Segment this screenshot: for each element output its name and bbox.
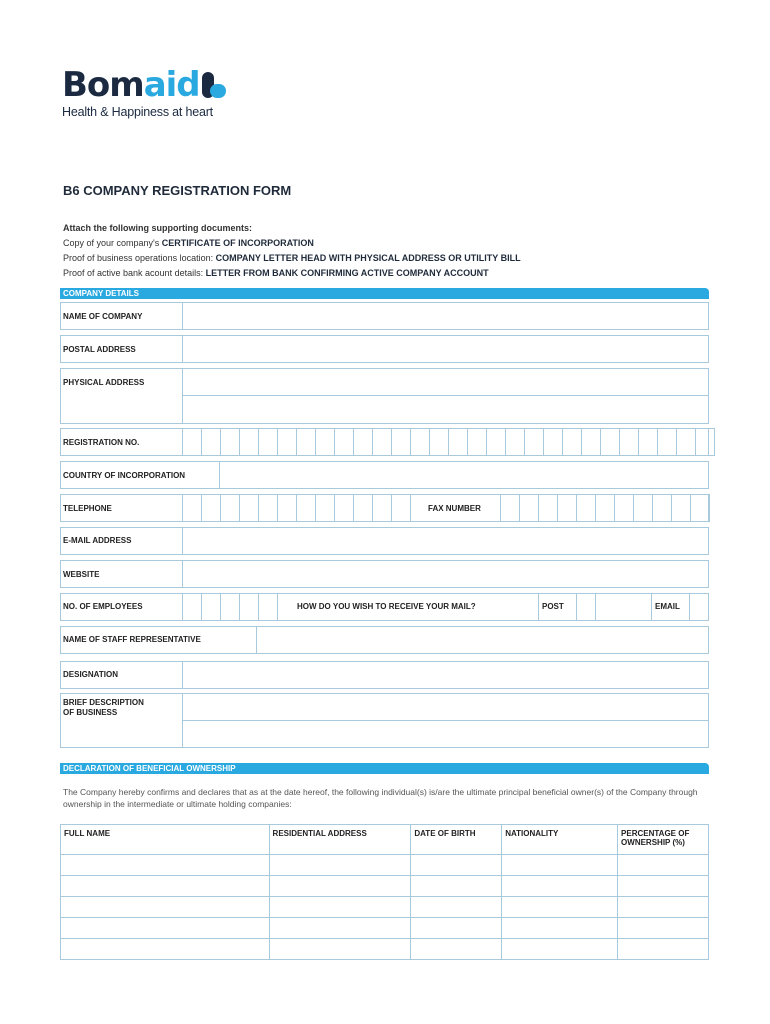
cell-percentage[interactable] xyxy=(618,939,709,960)
attachments-heading: Attach the following supporting documents: xyxy=(63,223,252,233)
fax-number-char-cell[interactable] xyxy=(690,494,710,522)
cell-date-of-birth[interactable] xyxy=(411,918,502,939)
registration-no-char-cell[interactable] xyxy=(296,428,316,456)
ownership-header-row xyxy=(61,825,709,855)
telephone-char-cell[interactable] xyxy=(315,494,335,522)
registration-no-char-cell[interactable] xyxy=(334,428,354,456)
label-mail-email: EMAIL xyxy=(655,602,680,611)
fax-number-char-cell[interactable] xyxy=(519,494,539,522)
registration-no-char-cell[interactable] xyxy=(315,428,335,456)
cell-nationality[interactable] xyxy=(502,897,618,918)
telephone-char-cell[interactable] xyxy=(239,494,259,522)
name-of-company-field[interactable] xyxy=(182,302,709,330)
registration-no-char-cell[interactable] xyxy=(258,428,278,456)
cell-full-name[interactable] xyxy=(61,939,270,960)
col-percentage-ownership: PERCENTAGE OF OWNERSHIP (%) xyxy=(618,825,709,855)
label-registration-no: REGISTRATION NO. xyxy=(63,438,140,447)
mail-email-checkbox[interactable] xyxy=(689,593,709,621)
table-row xyxy=(61,855,709,876)
cell-percentage[interactable] xyxy=(618,855,709,876)
postal-address-field[interactable] xyxy=(182,335,709,363)
cell-residential-address[interactable] xyxy=(269,855,411,876)
no-of-employees-char-cell[interactable] xyxy=(201,593,221,621)
attachment-prefix: Proof of active bank acount details: xyxy=(63,268,206,278)
cell-percentage[interactable] xyxy=(618,876,709,897)
telephone-char-cell[interactable] xyxy=(391,494,411,522)
brand-logo xyxy=(62,65,262,120)
col-nationality: NATIONALITY xyxy=(502,825,618,855)
attachment-prefix: Copy of your company's xyxy=(63,238,162,248)
registration-no-char-cell[interactable] xyxy=(182,428,202,456)
col-residential-address: RESIDENTIAL ADDRESS xyxy=(269,825,411,855)
form-title: B6 COMPANY REGISTRATION FORM xyxy=(63,183,292,198)
cell-residential-address[interactable] xyxy=(269,918,411,939)
brand-tagline: Health & Happiness at heart xyxy=(62,105,213,119)
registration-no-char-cell[interactable] xyxy=(277,428,297,456)
table-row xyxy=(61,918,709,939)
cell-residential-address[interactable] xyxy=(269,939,411,960)
attachment-doc: LETTER FROM BANK CONFIRMING ACTIVE COMPANY ACCOUNT xyxy=(205,268,489,278)
website-field[interactable] xyxy=(182,560,709,588)
telephone-char-cell[interactable] xyxy=(220,494,240,522)
registration-no-char-cell[interactable] xyxy=(353,428,373,456)
cell-date-of-birth[interactable] xyxy=(411,855,502,876)
cell-nationality[interactable] xyxy=(502,918,618,939)
cell-date-of-birth[interactable] xyxy=(411,939,502,960)
attachment-prefix: Proof of business operations location: xyxy=(63,253,216,263)
section-company-details: COMPANY DETAILS xyxy=(60,288,709,299)
fax-number-char-cell[interactable] xyxy=(538,494,558,522)
registration-no-char-cell[interactable] xyxy=(562,428,582,456)
no-of-employees-char-cell[interactable] xyxy=(220,593,240,621)
country-of-incorporation-field[interactable] xyxy=(219,461,709,489)
cell-percentage[interactable] xyxy=(618,897,709,918)
brief-description-field-line1[interactable] xyxy=(182,693,709,721)
registration-no-char-cell[interactable] xyxy=(695,428,715,456)
cell-full-name[interactable] xyxy=(61,918,270,939)
registration-no-char-cell[interactable] xyxy=(239,428,259,456)
cell-nationality[interactable] xyxy=(502,939,618,960)
label-website: WEBSITE xyxy=(63,570,100,579)
staff-representative-field[interactable] xyxy=(256,626,709,654)
cell-full-name[interactable] xyxy=(61,876,270,897)
telephone-char-cell[interactable] xyxy=(182,494,202,522)
label-telephone: TELEPHONE xyxy=(63,504,112,513)
brief-description-field-line2[interactable] xyxy=(182,720,709,748)
cell-full-name[interactable] xyxy=(61,855,270,876)
attachment-doc: CERTIFICATE OF INCORPORATION xyxy=(161,238,314,248)
label-brief-description-line2: OF BUSINESS xyxy=(63,708,118,717)
physical-address-field-line2[interactable] xyxy=(182,395,709,424)
registration-no-char-cell[interactable] xyxy=(524,428,544,456)
registration-no-char-cell[interactable] xyxy=(676,428,696,456)
attachments-list xyxy=(63,221,521,281)
label-mail-post: POST xyxy=(542,602,564,611)
fax-number-char-cell[interactable] xyxy=(652,494,672,522)
label-brief-description-line1: BRIEF DESCRIPTION xyxy=(63,698,144,707)
declaration-text: The Company hereby confirms and declares that as at the date hereof, the following individual(s) is/are the ultimate principal beneficial owner(s) of the Company through ownership in the intermediate or ultimate holding companies: xyxy=(63,787,698,809)
registration-no-char-cell[interactable] xyxy=(391,428,411,456)
telephone-char-cell[interactable] xyxy=(372,494,392,522)
label-physical-address: PHYSICAL ADDRESS xyxy=(63,378,145,387)
label-name-of-company: NAME OF COMPANY xyxy=(63,312,143,321)
table-row xyxy=(61,897,709,918)
telephone-char-cell[interactable] xyxy=(277,494,297,522)
label-email-address: E-MAIL ADDRESS xyxy=(63,536,132,545)
logo-text-dark: Bom xyxy=(62,65,144,105)
no-of-employees-char-cell[interactable] xyxy=(182,593,202,621)
telephone-char-cell[interactable] xyxy=(296,494,316,522)
label-staff-representative: NAME OF STAFF REPRESENTATIVE xyxy=(63,635,201,644)
fax-number-char-cell[interactable] xyxy=(500,494,520,522)
col-full-name: FULL NAME xyxy=(61,825,270,855)
mail-post-checkbox[interactable] xyxy=(576,593,596,621)
logo-wordmark xyxy=(62,65,262,105)
telephone-char-cell[interactable] xyxy=(353,494,373,522)
registration-no-char-cell[interactable] xyxy=(543,428,563,456)
cell-percentage[interactable] xyxy=(618,918,709,939)
section-beneficial-ownership: DECLARATION OF BENEFICIAL OWNERSHIP xyxy=(60,763,709,774)
attachment-item xyxy=(63,251,521,266)
designation-field[interactable] xyxy=(182,661,709,689)
fax-number-char-cell[interactable] xyxy=(671,494,691,522)
registration-no-char-cell[interactable] xyxy=(467,428,487,456)
registration-no-char-cell[interactable] xyxy=(581,428,601,456)
label-postal-address: POSTAL ADDRESS xyxy=(63,345,136,354)
label-fax-number: FAX NUMBER xyxy=(428,504,481,513)
email-address-field[interactable] xyxy=(182,527,709,555)
fax-number-char-cell[interactable] xyxy=(614,494,634,522)
registration-no-char-cell[interactable] xyxy=(600,428,620,456)
registration-no-char-cell[interactable] xyxy=(410,428,430,456)
attachment-doc: COMPANY LETTER HEAD WITH PHYSICAL ADDRESS OR UTILITY BILL xyxy=(215,253,521,263)
no-of-employees-char-cell[interactable] xyxy=(239,593,259,621)
attachment-item xyxy=(63,236,521,251)
cell-date-of-birth[interactable] xyxy=(411,876,502,897)
fax-number-char-cell[interactable] xyxy=(633,494,653,522)
fax-number-char-cell[interactable] xyxy=(576,494,596,522)
telephone-char-cell[interactable] xyxy=(258,494,278,522)
telephone-char-cell[interactable] xyxy=(201,494,221,522)
label-no-of-employees: NO. OF EMPLOYEES xyxy=(63,602,143,611)
logo-mark-icon xyxy=(201,70,227,100)
telephone-char-cell[interactable] xyxy=(334,494,354,522)
physical-address-field-line1[interactable] xyxy=(182,368,709,396)
registration-no-char-cell[interactable] xyxy=(638,428,658,456)
registration-no-char-cell[interactable] xyxy=(619,428,639,456)
registration-no-char-cell[interactable] xyxy=(429,428,449,456)
cell-residential-address[interactable] xyxy=(269,897,411,918)
registration-no-char-cell[interactable] xyxy=(448,428,468,456)
label-designation: DESIGNATION xyxy=(63,670,118,679)
cell-nationality[interactable] xyxy=(502,876,618,897)
label-brief-description xyxy=(63,698,144,718)
cell-residential-address[interactable] xyxy=(269,876,411,897)
registration-no-char-cell[interactable] xyxy=(201,428,221,456)
cell-full-name[interactable] xyxy=(61,897,270,918)
fax-number-char-cell[interactable] xyxy=(595,494,615,522)
ownership-table xyxy=(60,824,709,960)
registration-no-char-cell[interactable] xyxy=(505,428,525,456)
fax-number-char-cell[interactable] xyxy=(557,494,577,522)
no-of-employees-char-cell[interactable] xyxy=(258,593,278,621)
cell-nationality[interactable] xyxy=(502,855,618,876)
registration-no-char-cell[interactable] xyxy=(372,428,392,456)
label-country-of-incorporation: COUNTRY OF INCORPORATION xyxy=(63,471,186,480)
cell-date-of-birth[interactable] xyxy=(411,897,502,918)
table-row xyxy=(61,939,709,960)
logo-text-light: aid xyxy=(143,65,200,105)
registration-no-char-cell[interactable] xyxy=(220,428,240,456)
attachment-item xyxy=(63,266,521,281)
registration-no-char-cell[interactable] xyxy=(486,428,506,456)
registration-no-char-cell[interactable] xyxy=(657,428,677,456)
table-row xyxy=(61,876,709,897)
label-mail-question: HOW DO YOU WISH TO RECEIVE YOUR MAIL? xyxy=(297,602,476,611)
col-date-of-birth: DATE OF BIRTH xyxy=(411,825,502,855)
